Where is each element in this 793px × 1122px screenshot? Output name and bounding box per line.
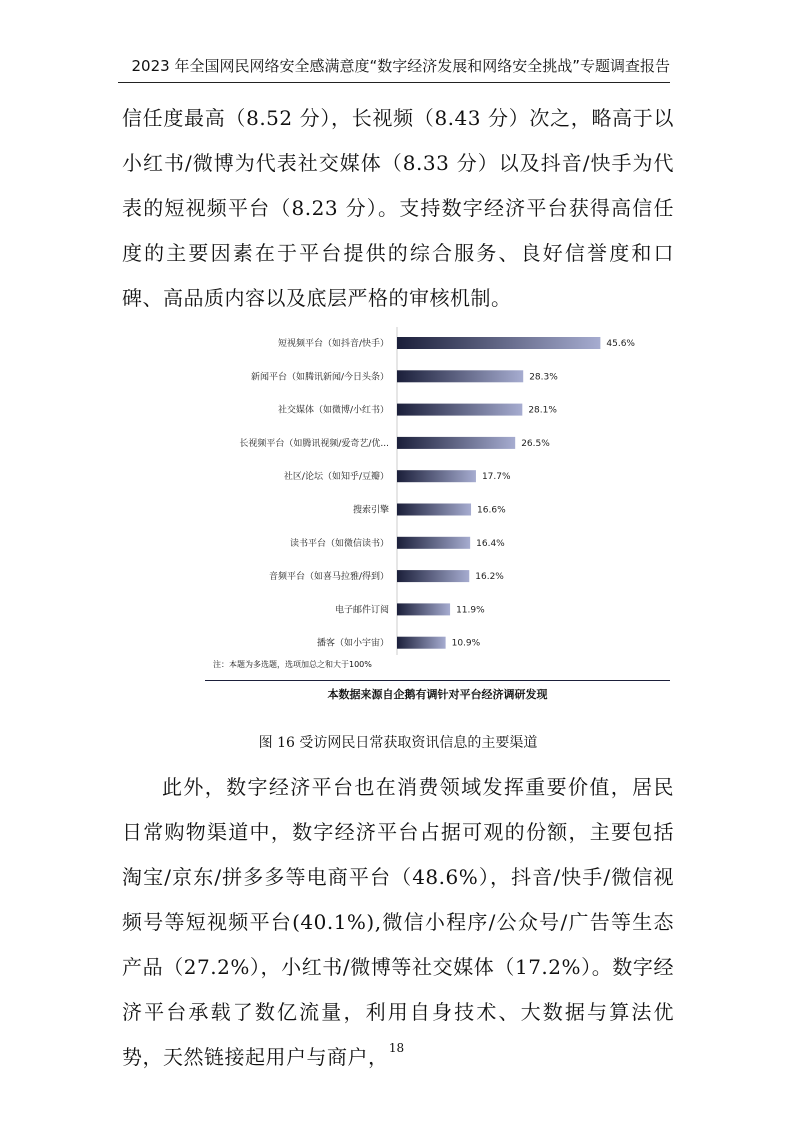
- bar-chart: [205, 325, 670, 655]
- body-paragraph-1: 信任度最高（8.52 分），长视频（8.43 分）次之，略高于以小红书/微博为代表社交媒体（8.33 分）以及抖音/快手为代表的短视频平台（8.23 分）。支持数字经济平台获得高信任度的主要因素在于平台提供的综合服务、良好信誉度和口碑、高品质内容以及底层严格的审核机制。: [122, 106, 674, 310]
- category-label: 新闻平台（如腾讯新闻/今日头条）: [250, 372, 389, 383]
- page-header: 2023 年全国网民网络安全感满意度“数字经济发展和网络安全挑战”专题调查报告: [118, 52, 670, 83]
- bar-value-label: 16.6%: [477, 505, 506, 516]
- bar-value-label: 28.3%: [529, 372, 558, 383]
- body-paragraph-2: 此外，数字经济平台也在消费领域发挥重要价值，居民日常购物渠道中，数字经济平台占据可观的份额，主要包括淘宝/京东/拼多多等电商平台（48.6%），抖音/快手/微信视频号等短视频平台(40.1%),微信小程序/公众号/广告等生态产品（27.2%），小红书/微博等社交媒体（17.2%）。数字经济平台承载了数亿流量，利用自身技术、大数据与算法优势，天然链接起用户与商户，: [122, 775, 674, 1069]
- category-label: 长视频平台（如腾讯视频/爱奇艺/优...: [239, 438, 389, 449]
- bar: [397, 570, 469, 582]
- category-label: 搜索引擎: [352, 505, 389, 516]
- bar-value-label: 45.6%: [606, 339, 635, 349]
- chart-source: 本数据来源自企鹅有调针对平台经济调研发现: [327, 688, 548, 701]
- bar-value-label: 28.1%: [528, 405, 557, 416]
- category-label: 电子邮件订阅: [334, 605, 389, 616]
- category-label: 读书平台（如微信读书）: [289, 538, 389, 549]
- bar-value-label: 11.9%: [456, 605, 485, 616]
- category-label: 音频平台（如喜马拉雅/得到）: [268, 572, 389, 583]
- bar: [397, 637, 446, 649]
- figure-caption: 图 16 受访网民日常获取资讯信息的主要渠道: [258, 735, 538, 751]
- bar: [397, 370, 523, 382]
- bar-value-label: 16.4%: [476, 538, 505, 549]
- bar: [397, 603, 450, 615]
- bar: [397, 404, 522, 416]
- bar: [397, 337, 600, 349]
- bar: [397, 537, 470, 549]
- bar: [397, 437, 515, 449]
- category-label: 短视频平台（如抖音/快手）: [277, 339, 389, 349]
- chart-note: 注：本题为多选题，选项加总之和大于100%: [213, 660, 372, 669]
- category-label: 社交媒体（如微博/小红书）: [277, 405, 389, 416]
- bar-value-label: 10.9%: [451, 638, 481, 649]
- page-number: 18: [388, 1041, 405, 1055]
- bar-chart-figure: [205, 325, 670, 685]
- chart-divider: [205, 680, 670, 681]
- bar-value-label: 26.5%: [521, 438, 550, 449]
- bar: [397, 504, 471, 516]
- category-label: 社区/论坛（如知乎/豆瓣）: [283, 472, 389, 483]
- category-label: 播客（如小宇宙）: [316, 638, 389, 649]
- bar-value-label: 17.7%: [481, 472, 511, 483]
- bar: [397, 470, 476, 482]
- bar-value-label: 16.2%: [475, 572, 504, 583]
